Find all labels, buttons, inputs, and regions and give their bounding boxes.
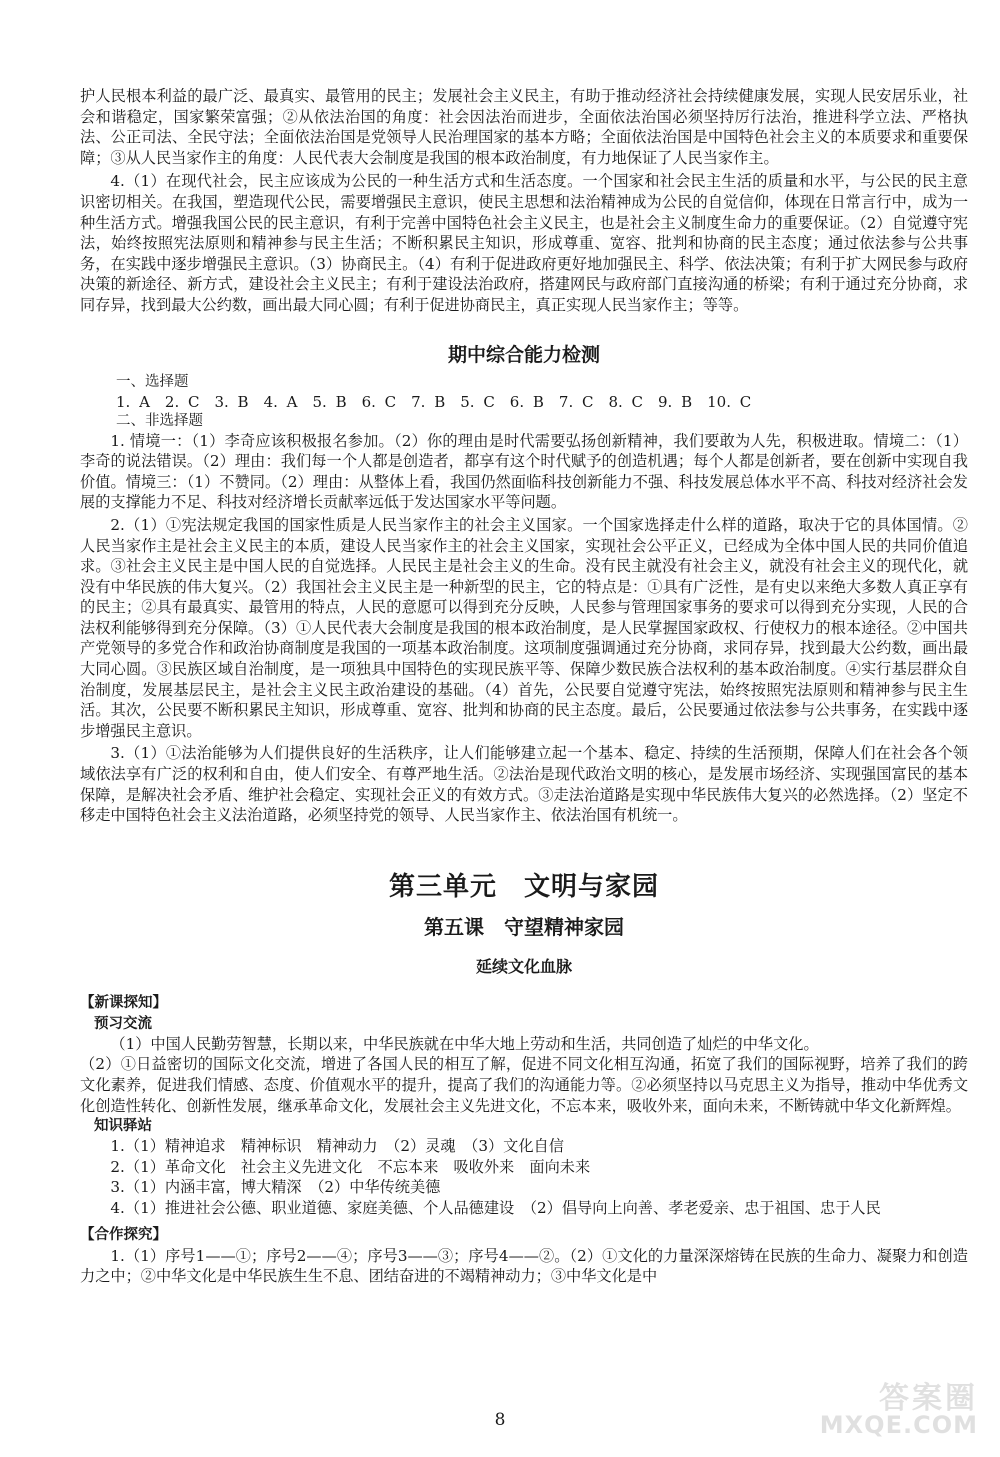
page-content (80, 86, 968, 1287)
page-number: 8 (494, 1410, 506, 1430)
unit-title: 第三单元 文明与家园 (388, 871, 659, 902)
midterm-q1: 1. 情境一：（1）李奇应该积极报名参加。（2）你的理由是时代需要弘扬创新精神，我们要敢为人先，积极进取。情境二：（1）李奇的说法错误。（2）理由：我们每一个人都是创造者，都享有这个时代赋予的创造机遇；每个人都是创新者，要在创新中实现自我价值。情境三：（1）不赞同。（2）理由：从整体上看，我国仍然面临科技创新能力不强、科技发展总体水平不高、科技对经济社会发展的支撑能力不足、科技对经济增长贡献率远低于发达国家水平等问题。 (80, 431, 968, 512)
section-title: 延续文化血脉 (475, 956, 572, 976)
section-nonchoice: 二、非选择题 (116, 412, 203, 429)
section-choice: 一、选择题 (116, 373, 189, 390)
lesson-title: 第五课 守望精神家园 (424, 914, 624, 939)
knowledge-station-heading: 知识驿站 (94, 1118, 152, 1135)
preview-heading: 预习交流 (94, 1015, 152, 1032)
midterm-title: 期中综合能力检测 (447, 343, 600, 366)
midterm-q3: 3.（1）①法治能够为人们提供良好的生活秩序，让人们能够建立起一个基本、稳定、持续的生活预期，保障人们在社会各个领域依法享有广泛的权利和自由，使人们安全、有尊严地生活。②法治是现代政治文明的核心，是发展市场经济、实现强国富民的基本保障，是解决社会矛盾、维护社会稳定、实现社会正义的有效方式。③走法治道路是实现中华民族伟大复兴的必然选择。（2）坚定不移走中国特色社会主义法治道路，必须坚持党的领导、人民当家作主、依法治国有机统一。 (80, 744, 968, 825)
knowledge-4: 4.（1）推进社会公德、职业道德、家庭美德、个人品德建设 （2）倡导向上向善、孝老爱亲、忠于祖国、忠于人民 (110, 1198, 881, 1217)
midterm-q2: 2.（1）①宪法规定我国的国家性质是人民当家作主的社会主义国家。一个国家选择走什么样的道路，取决于它的具体国情。②人民当家作主是社会主义民主的本质，建设人民当家作主的社会主义国家，实现社会公平正义，已经成为全体中国人民的共同价值追求。③社会主义民主是中国人民的自觉选择。人民民主是社会主义的生命。没有民主就没有社会主义，就没有社会主义的现代化，就没有中华民族的伟大复兴。（2）我国社会主义民主是一种新型的民主，它的特点是：①具有广泛性，是有史以来绝大多数人真正享有的民主；②具有最真实、最管用的特点，人民的意愿可以得到充分反映，人民参与管理国家事务的要求可以得到充分实现，人民的合法权利能够得到充分保障。（3）①人民代表大会制度是我国的根本政治制度，是人民掌握国家政权、行使权力的根本途径。②中国共产党领导的多党合作和政治协商制度是我国的一项基本政治制度。这项制度强调通过充分协商，求同存异，找到最大公约数，画出最大同心圆。③民族区域自治制度，是一项独具中国特色的实现民族平等、保障少数民族合法权利的基本政治制度。④实行基层群众自治制度，发展基层民主，是社会主义民主政治建设的基础。（4）首先，公民要自觉遵守宪法，始终按照宪法原则和精神参与民主生活。其次，公民要不断积累民主知识，形成尊重、宽容、批判和协商的民主态度。最后，公民要通过依法参与公共事务，在实践中逐步增强民主意识。 (80, 515, 968, 740)
watermark-cn: 答案圈 (879, 1381, 978, 1416)
watermark-en: MXQE.COM (819, 1411, 978, 1439)
knowledge-2: 2.（1）革命文化 社会主义先进文化 不忘本来 吸收外来 面向未来 (110, 1157, 591, 1176)
cooperation-heading: 【合作探究】 (80, 1226, 167, 1243)
new-lesson-heading: 【新课探知】 (80, 994, 167, 1011)
top-continuation: 护人民根本利益的最广泛、最真实、最管用的民主；发展社会主义民主，有助于推动经济社会持续健康发展，实现人民安居乐业，社会和谐稳定，国家繁荣富强；②从依法治国的角度：社会因法治而进步，全面依法治国必须坚持厉行法治，推进科学立法、严格执法、公正司法、全民守法；全面依法治国是党领导人民治理国家的基本方略；全面依法治国是中国特色社会主义的本质要求和重要保障；③从人民当家作主的角度：人民代表大会制度是我国的根本政治制度，有力地保证了人民当家作主。 (80, 87, 968, 167)
knowledge-1: 1.（1）精神追求 精神标识 精神动力 （2）灵魂 （3）文化自信 (110, 1137, 564, 1156)
question-4: 4.（1）在现代社会，民主应该成为公民的一种生活方式和生活态度。一个国家和社会民主生活的质量和水平，与公民的民主意识密切相关。在我国，塑造现代公民，需要增强民主意识，使民主思想和法治精神成为公民的自觉信仰，体现在日常言行中，成为一种生活方式。增强我国公民的民主意识，有利于完善中国特色社会主义民主，也是社会主义制度生命力的重要保证。（2）自觉遵守宪法，始终按照宪法原则和精神参与民主生活；不断积累民主知识，形成尊重、宽容、批判和协商的民主态度；通过依法参与公共事务，在实践中逐步增强民主意识。（3）协商民主。（4）有利于促进政府更好地加强民主、科学、依法决策；有利于扩大网民参与政府决策的新途径、新方式，建设社会主义民主；有利于建设法治政府，搭建网民与政府部门直接沟通的桥梁；有利于通过充分协商，求同存异，找到最大公约数，画出最大同心圆；有利于促进协商民主，真正实现人民当家作主；等等。 (80, 172, 968, 314)
preview-p2: （2）①日益密切的国际文化交流，增进了各国人民的相互了解，促进不同文化相互沟通，拓宽了我们的国际视野，培养了我们的跨文化素养，促进我们情感、态度、价值观水平的提升，提高了我们的沟通能力等。②必须坚持以马克思主义为指导，推动中华优秀文化创造性转化、创新性发展，继承革命文化，发展社会主义先进文化，不忘本来，吸收外来，面向未来，不断铸就中华文化新辉煌。 (80, 1055, 968, 1115)
watermark-logo (776, 1373, 986, 1443)
cooperation-1: 1.（1）序号1——①；序号2——④；序号3——③；序号4——②。（2）①文化的力量深深熔铸在民族的生命力、凝聚力和创造力之中；②中华文化是中华民族生生不息、团结奋进的不竭精神动力；③中华文化是中 (80, 1246, 968, 1286)
choice-answers: 1. A 2. C 3. B 4. A 5. B 6. C 7. B 5. C 6. B 7. C 8. C 9. B 10. C (116, 392, 752, 411)
preview-p1: （1）中国人民勤劳智慧，长期以来，中华民族就在中华大地上劳动和生活，共同创造了灿烂的中华文化。 (110, 1034, 819, 1053)
knowledge-3: 3.（1）内涵丰富，博大精深 （2）中华传统美德 (110, 1178, 441, 1197)
